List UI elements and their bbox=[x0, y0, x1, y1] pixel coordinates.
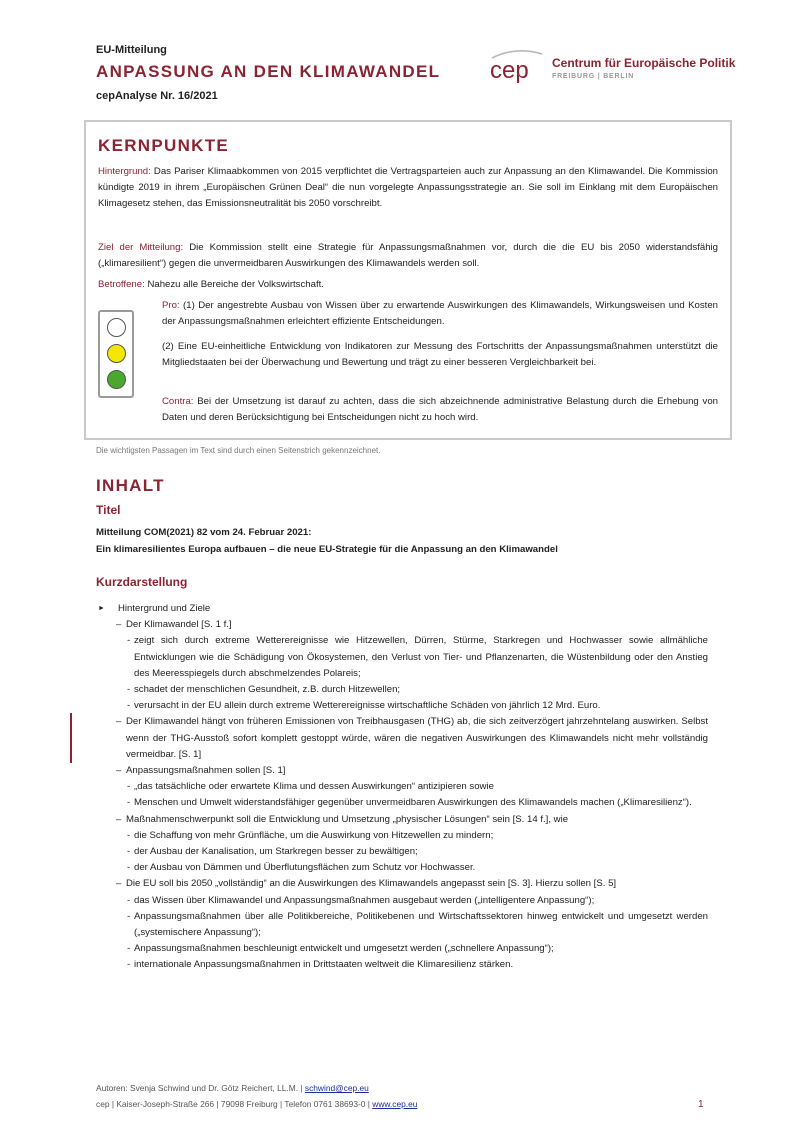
list-item bbox=[96, 860, 708, 876]
list-item bbox=[96, 828, 708, 844]
traffic-light-green bbox=[107, 370, 126, 389]
list-item-text: Anpassungsmaßnahmen über alle Politikbereiche, Politikebenen und Wirtschaftssektoren hinweg entwickelt und umgesetzt werden („systemischere Anpassung“); bbox=[134, 910, 708, 939]
list-item bbox=[96, 682, 708, 698]
logo-name: Centrum für Europäische Politik bbox=[552, 56, 736, 70]
contra-label: Contra: bbox=[162, 396, 194, 407]
hintergrund-paragraph bbox=[98, 164, 718, 213]
list-item-text: zeigt sich durch extreme Wetterereignisse wie Hitzewellen, Dürren, Stürme, Starkregen und Hochwasser sowie allmähliche Entwicklungen wie die Schädigung von Ökosystemen, den Verlust von Tier- und Pflanzenarten, die Wüstenbildung oder den Anstieg des Meeresspiegels durch abschmelzendes Polareis; bbox=[134, 635, 708, 679]
hyphen-bullet: - bbox=[127, 943, 131, 955]
logo-text: cep bbox=[490, 57, 529, 84]
list-item bbox=[96, 941, 708, 957]
footer-authors bbox=[96, 1083, 369, 1093]
page-number: 1 bbox=[698, 1099, 704, 1110]
kernpunkte-heading: KERNPUNKTE bbox=[98, 136, 230, 155]
document-title: ANPASSUNG AN DEN KLIMAWANDEL bbox=[96, 62, 441, 81]
dash-bullet: – bbox=[116, 765, 122, 777]
contra-text: Bei der Umsetzung ist darauf zu achten, dass die sich abzeichnende administrative Belastung durch die Erhebung von Daten und deren Berücksichtigung bei Entscheidungen nicht zu hoch wird. bbox=[162, 396, 718, 424]
dash-bullet: – bbox=[116, 619, 122, 631]
logo-location: FREIBURG | BERLIN bbox=[552, 73, 635, 80]
hyphen-bullet: - bbox=[127, 829, 131, 841]
list-item bbox=[96, 909, 708, 941]
betroffene-label: Betroffene: bbox=[98, 279, 145, 290]
dash-bullet: – bbox=[116, 878, 122, 890]
titel-heading: Titel bbox=[96, 503, 121, 517]
list-item-text: internationale Anpassungsmaßnahmen in Drittstaaten weltweit die Klimaresilienz stärken. bbox=[134, 959, 514, 971]
hyphen-bullet: - bbox=[127, 700, 131, 712]
pro-1-text: (1) Der angestrebte Ausbau von Wissen über zu erwartende Auswirkungen des Klimawandels, Wirkungsweisen und Kosten der Anpassungsmaßnahmen erleichtert effiziente Entscheidungen. bbox=[162, 300, 718, 328]
list-item bbox=[96, 844, 708, 860]
pro-paragraph-1 bbox=[162, 298, 718, 330]
document-type: EU-Mitteilung bbox=[96, 44, 167, 56]
list-item-text: Anpassungsmaßnahmen beschleunigt entwickelt und umgesetzt werden („schnellere Anpassung“); bbox=[134, 943, 554, 955]
hintergrund-label: Hintergrund: bbox=[98, 166, 151, 177]
list-item-text: Anpassungsmaßnahmen sollen [S. 1] bbox=[126, 765, 286, 777]
list-item bbox=[96, 957, 708, 973]
betroffene-paragraph bbox=[98, 277, 718, 293]
list-item bbox=[96, 876, 708, 892]
cep-logo bbox=[486, 48, 746, 88]
hyphen-bullet: - bbox=[127, 797, 131, 809]
ziel-paragraph bbox=[98, 240, 718, 272]
list-item-text: Hintergrund und Ziele bbox=[118, 603, 211, 614]
dash-bullet: – bbox=[116, 813, 122, 825]
hyphen-bullet: - bbox=[127, 635, 131, 647]
analysis-number: cepAnalyse Nr. 16/2021 bbox=[96, 90, 218, 102]
authors-text: Autoren: Svenja Schwind und Dr. Götz Reichert, LL.M. | bbox=[96, 1083, 303, 1093]
list-item bbox=[96, 633, 708, 682]
hyphen-bullet: - bbox=[127, 846, 131, 858]
hintergrund-text: Das Pariser Klimaabkommen von 2015 verpflichtet die Vertragsparteien auch zur Anpassung an den Klimawandel. Die Kommission kündigte 2019 in ihrem „Europäischen Grünen Deal“ die nun vorgelegte Anpassungsstrategie an. Sie soll im Einklang mit dem Europäischen Klimagesetz stehen, das Emissionsneutralität bis 2050 vorschreibt. bbox=[98, 166, 718, 210]
list-item bbox=[96, 795, 708, 811]
address-text: cep | Kaiser-Joseph-Straße 266 | 79098 Freiburg | Telefon 0761 38693-0 | bbox=[96, 1099, 370, 1109]
list-item bbox=[96, 617, 708, 633]
hyphen-bullet: - bbox=[127, 781, 131, 793]
list-item-text: verursacht in der EU allein durch extreme Wetterereignisse wirtschaftliche Schäden von jährlich 12 Mrd. Euro. bbox=[134, 700, 601, 712]
hyphen-bullet: - bbox=[127, 684, 131, 696]
ziel-text: Die Kommission stellt eine Strategie für Anpassungsmaßnahmen vor, durch die die EU bis 2050 widerstandsfähig („klimaresilient“) gegen die unvermeidbaren Auswirkungen des Klimawandels werden soll. bbox=[98, 242, 718, 270]
list-item-text: Menschen und Umwelt widerstandsfähiger gegenüber unvermeidbaren Auswirkungen des Klimawandels machen („Klimaresilienz“). bbox=[134, 797, 692, 809]
list-item-text: schadet der menschlichen Gesundheit, z.B. durch Hitzewellen; bbox=[134, 684, 401, 696]
author-email-link[interactable]: schwind@cep.eu bbox=[304, 1083, 369, 1093]
list-item bbox=[96, 893, 708, 909]
document-header bbox=[96, 44, 736, 104]
cep-logo-mark bbox=[486, 48, 548, 84]
dash-bullet: – bbox=[116, 716, 122, 728]
list-item-text: Der Klimawandel [S. 1 f.] bbox=[126, 619, 232, 631]
hyphen-bullet: - bbox=[127, 894, 131, 906]
margin-marker bbox=[70, 713, 72, 763]
titel-line-2: Ein klimaresilientes Europa aufbauen – die neue EU-Strategie für die Anpassung an den Klimawandel bbox=[96, 544, 558, 555]
hyphen-bullet: - bbox=[127, 959, 131, 971]
ziel-label: Ziel der Mitteilung: bbox=[98, 242, 184, 253]
list-item-text: Der Klimawandel hängt von früheren Emissionen von Treibhausgasen (THG) ab, die sich zeitverzögert jahrzehntelang auswirken. Selbst wenn der THG-Ausstoß sofort komplett gestoppt würde, wären die negativen Auswirkungen des Klimawandels nicht mehr vollständig vermeidbar. [S. 1] bbox=[126, 716, 708, 760]
list-item bbox=[96, 812, 708, 828]
betroffene-text: Nahezu alle Bereiche der Volkswirtschaft. bbox=[147, 279, 324, 290]
list-item-text: das Wissen über Klimawandel und Anpassungsmaßnahmen ausgebaut werden („intelligentere Anpassung“); bbox=[134, 894, 595, 906]
list-item-text: der Ausbau der Kanalisation, um Starkregen besser zu bewältigen; bbox=[134, 846, 418, 858]
titel-line-1: Mitteilung COM(2021) 82 vom 24. Februar 2021: bbox=[96, 527, 312, 538]
list-item bbox=[96, 601, 708, 617]
kernpunkte-box bbox=[84, 120, 732, 440]
list-item bbox=[96, 698, 708, 714]
traffic-light-icon bbox=[98, 310, 134, 398]
list-item-text: Maßnahmenschwerpunkt soll die Entwicklung und Umsetzung „physischer Lösungen“ sein [S. 14 f.], wie bbox=[126, 813, 569, 825]
marking-note: Die wichtigsten Passagen im Text sind durch einen Seitenstrich gekennzeichnet. bbox=[96, 446, 381, 455]
list-item bbox=[96, 779, 708, 795]
list-item bbox=[96, 714, 708, 763]
list-item-text: die Schaffung von mehr Grünfläche, um die Auswirkung von Hitzewellen zu mindern; bbox=[134, 829, 494, 841]
footer-address bbox=[96, 1099, 417, 1109]
traffic-light-white bbox=[107, 318, 126, 337]
kurzdarstellung-list bbox=[96, 601, 708, 974]
kurzdarstellung-heading: Kurzdarstellung bbox=[96, 575, 188, 589]
website-link[interactable]: www.cep.eu bbox=[372, 1099, 418, 1109]
list-item-text: Die EU soll bis 2050 „vollständig“ an die Auswirkungen des Klimawandels angepasst sein [S. 3]. Hierzu sollen [S. 5] bbox=[126, 878, 617, 890]
list-item bbox=[96, 763, 708, 779]
list-item-text: der Ausbau von Dämmen und Überflutungsflächen zum Schutz vor Hochwasser. bbox=[134, 862, 476, 874]
hyphen-bullet: - bbox=[127, 862, 131, 874]
contra-paragraph bbox=[162, 394, 718, 426]
inhalt-heading: INHALT bbox=[96, 476, 165, 495]
traffic-light-yellow bbox=[107, 344, 126, 363]
arrow-bullet-icon: ► bbox=[98, 605, 105, 612]
list-item-text: „das tatsächliche oder erwartete Klima und dessen Auswirkungen“ antizipieren sowie bbox=[134, 781, 494, 793]
hyphen-bullet: - bbox=[127, 910, 131, 922]
pro-label: Pro: bbox=[162, 300, 180, 311]
pro-paragraph-2: (2) Eine EU-einheitliche Entwicklung von Indikatoren zur Messung des Fortschritts der Anpassungsmaßnahmen unterstützt die Mitgliedstaaten bei der Überwachung und Bewertung und trägt zu einer besseren Vergleichbarkeit bei. bbox=[162, 341, 718, 369]
